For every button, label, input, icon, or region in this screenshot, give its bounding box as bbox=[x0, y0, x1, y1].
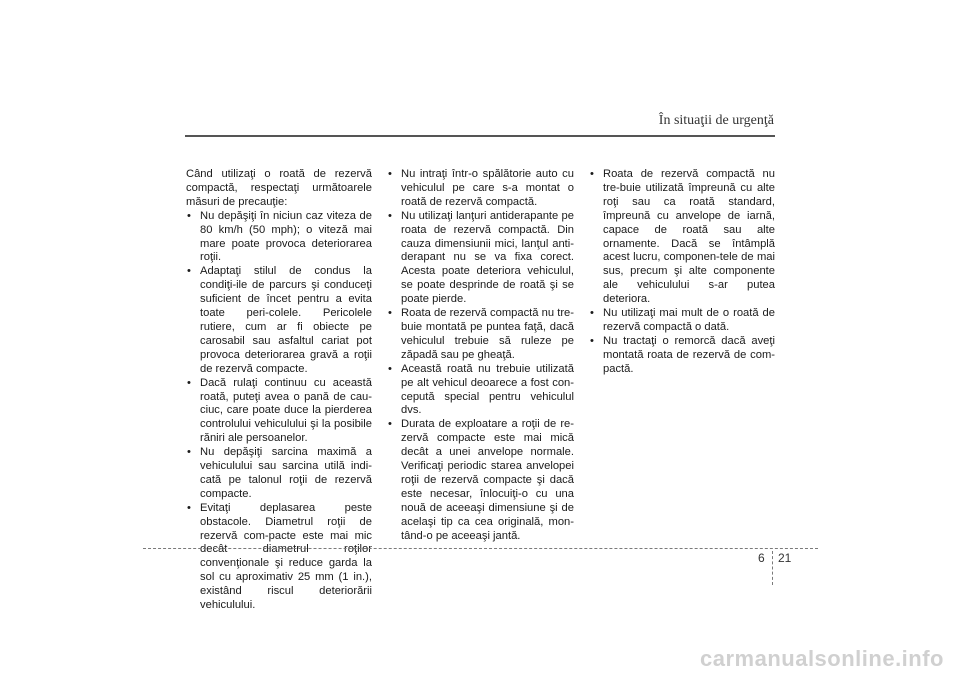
list-item: • Nu depăşiţi sarcina maximă a vehiculului sau sarcina utilă indi-cată pe talonul roţii de rezervă compacte. bbox=[186, 446, 372, 502]
list-item: • Nu utilizaţi mai mult de o roată de rezervă compactă o dată. bbox=[589, 307, 775, 335]
page-number bbox=[758, 551, 765, 565]
list-item: • Durata de exploatare a roţii de re-zervă compacte este mai mică decât a unei anvelope normale. Verificaţi periodic starea anvelopei roţii de rezervă compacte şi dacă este necesar, înlocuiţi-o cu una nouă de aceeaşi dimensiune şi de acelaşi tip ca cea originală, mon-tând-o pe aceeaşi jantă. bbox=[387, 418, 574, 543]
watermark: carmanualsonline.info bbox=[700, 646, 944, 671]
list-item: • Nu depăşiţi în niciun caz viteza de 80 km/h (50 mph); o viteză mai mare poate provoca deteriorarea roţii. bbox=[186, 210, 372, 266]
header-divider bbox=[185, 135, 775, 137]
footer-divider bbox=[143, 548, 818, 549]
list-item: • Nu tractaţi o remorcă dacă aveţi montată roata de rezervă de com-pactă. bbox=[589, 335, 775, 377]
list-item: • Nu utilizaţi lanţuri antiderapante pe roata de rezervă compactă. Din cauza dimensiunii mici, lanţul anti-derapant nu se va fixa corect. Acesta poate deteriora vehiculul, se poate desprinde de roată şi se poate pierde. bbox=[387, 210, 574, 307]
list-item: • Roata de rezervă compactă nu tre-buie montată pe puntea faţă, dacă vehiculul trebuie să ruleze pe zăpadă sau pe gheaţă. bbox=[387, 307, 574, 363]
text-column-2 bbox=[387, 168, 574, 543]
chapter-number: 6 bbox=[758, 551, 765, 565]
precaution-list-3 bbox=[589, 168, 775, 377]
text-column-1 bbox=[186, 168, 372, 613]
page-section-title: În situaţii de urgenţă bbox=[658, 113, 774, 128]
list-item: • Dacă rulaţi continuu cu această roată, puteţi avea o pană de cau-ciuc, care poate duce la pierderea controlului vehiculului şi la posibile răniri ale persoanelor. bbox=[186, 377, 372, 447]
list-item: • Această roată nu trebuie utilizată pe alt vehicul deoarece a fost con-cepută special pentru vehiculul dvs. bbox=[387, 363, 574, 419]
intro-paragraph: Când utilizaţi o roată de rezervă compactă, respectaţi următoarele măsuri de precauţie: bbox=[186, 168, 372, 208]
list-item: • Nu intraţi într-o spălătorie auto cu vehiculul pe care s-a montat o roată de rezervă compactă. bbox=[387, 168, 574, 210]
list-item: • Evitaţi deplasarea peste obstacole. Diametrul roţii de rezervă com-pacte este mai mic decât diametrul roţilor convenţionale şi reduce garda la sol cu aproximativ 25 mm (1 in.), existând riscul deteriorării vehiculului. bbox=[186, 502, 372, 613]
precaution-list-2 bbox=[387, 168, 574, 543]
page-number-divider bbox=[772, 551, 773, 585]
list-item: • Adaptaţi stilul de condus la condiţi-ile de parcurs şi conduceţi suficient de încet pentru a evita toate peri-colele. Pericolele rutiere, cum ar fi obiecte pe carosabil sau asfaltul cariat pot provoca deteriorarea gravă a roţii de rezervă compacte. bbox=[186, 265, 372, 376]
text-column-3 bbox=[589, 168, 775, 377]
page-number-value: 21 bbox=[778, 551, 792, 565]
list-item: • Roata de rezervă compactă nu tre-buie utilizată împreună cu alte roţi sau ca roată standard, împreună cu anvelope de iarnă, capace de roată sau alte ornamente. Dacă se întâmplă acest lucru, componen-tele de mai sus, precum şi alte componente ale vehiculului s-ar putea deteriora. bbox=[589, 168, 775, 307]
precaution-list-1 bbox=[186, 210, 372, 613]
